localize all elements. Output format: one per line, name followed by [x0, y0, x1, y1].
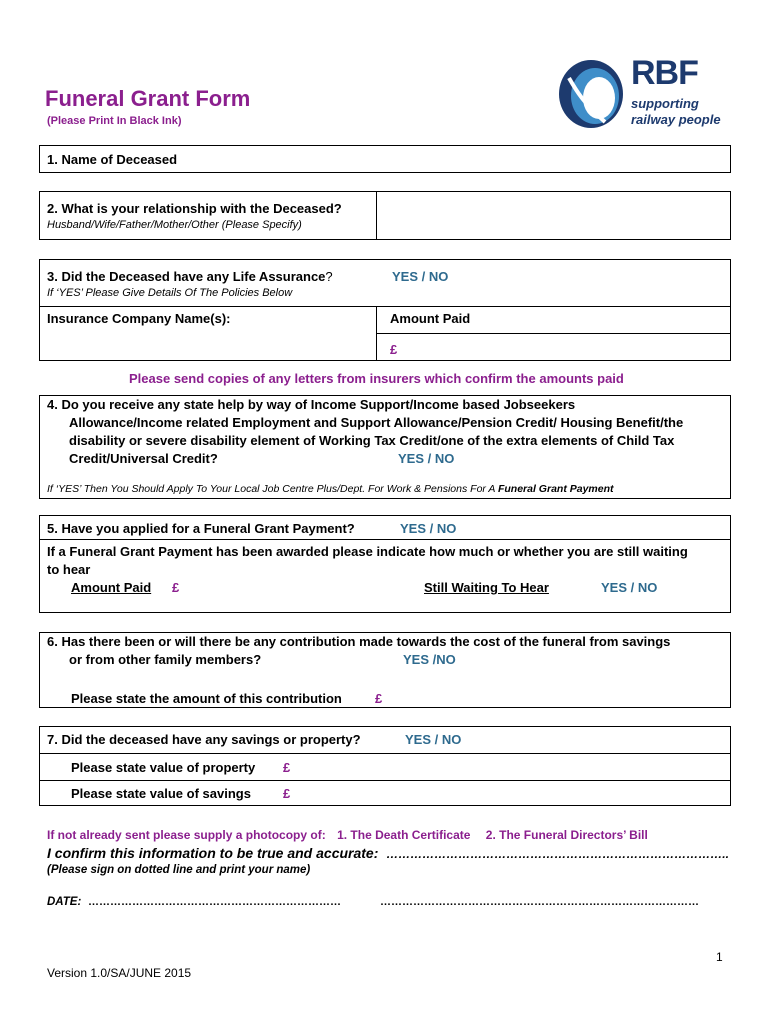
logo-tagline-2: railway people — [631, 112, 721, 127]
signature-line[interactable]: ………………………………………………………………………….. — [386, 847, 729, 861]
page-title: Funeral Grant Form — [45, 86, 251, 111]
q3-insurance-company-label: Insurance Company Name(s): — [47, 311, 231, 326]
q7-savings-label: Please state value of savings — [71, 786, 251, 801]
version-label: Version 1.0/SA/JUNE 2015 — [47, 966, 192, 980]
q2-hint: Husband/Wife/Father/Mother/Other (Please Specify) — [47, 219, 302, 231]
q6-amount-label: Please state the amount of this contribution — [71, 691, 342, 706]
q5-amount-pound[interactable]: £ — [172, 580, 180, 595]
supply-note: If not already sent please supply a photocopy of: 1. The Death Certificate 2. The Funeral Directors’ Bill — [47, 828, 648, 842]
q4-hint: If ‘YES’ Then You Should Apply To Your Local Job Centre Plus/Dept. For Work & Pensions For A Funeral Grant Payment — [47, 483, 614, 495]
q1-label: 1. Name of Deceased — [47, 152, 178, 167]
q3-amount-paid-label: Amount Paid — [390, 311, 471, 326]
q3-label: 3. Did the Deceased have any Life Assurance? — [47, 269, 333, 284]
rbf-logo-icon — [555, 56, 625, 132]
q7-property-pound[interactable]: £ — [283, 760, 291, 775]
insurers-note: Please send copies of any letters from insurers which confirm the amounts paid — [129, 371, 624, 386]
q7-property-label: Please state value of property — [71, 760, 256, 775]
q7-savings-pound[interactable]: £ — [283, 786, 291, 801]
q3-yes-no[interactable]: YES / NO — [392, 269, 449, 284]
q5-waiting-yes-no[interactable]: YES / NO — [601, 580, 658, 595]
date-line[interactable]: …………………………………………………………… — [88, 896, 341, 908]
q3-hint: If ‘YES’ Please Give Details Of The Policies Below — [47, 287, 293, 299]
q6-line-2: or from other family members? — [69, 652, 262, 667]
q5-line-2: If a Funeral Grant Payment has been awarded please indicate how much or whether you are still waiting — [47, 544, 688, 559]
q3-amount-pound[interactable]: £ — [390, 342, 398, 357]
q6-line-1: 6. Has there been or will there be any contribution made towards the cost of the funeral from savings — [47, 634, 671, 649]
q5-label: 5. Have you applied for a Funeral Grant Payment? — [47, 521, 355, 536]
logo-tagline-1: supporting — [631, 96, 699, 111]
q5-yes-no[interactable]: YES / NO — [400, 521, 457, 536]
q4-yes-no[interactable]: YES / NO — [398, 451, 455, 466]
print-name-line[interactable]: …………………………………………………………………………… — [380, 896, 699, 908]
logo-text: RBF — [631, 54, 698, 92]
q2-answer-field[interactable] — [377, 192, 730, 239]
q6-yes-no[interactable]: YES /NO — [403, 652, 456, 667]
sign-hint: (Please sign on dotted line and print your name) — [47, 864, 311, 876]
q4-line-3: disability or severe disability element of Working Tax Credit/one of the extra elements of Child Tax — [69, 433, 675, 448]
q7-yes-no[interactable]: YES / NO — [405, 732, 462, 747]
q5-still-waiting-label: Still Waiting To Hear — [424, 580, 549, 595]
q6-amount-pound[interactable]: £ — [375, 691, 383, 706]
q4-line-2: Allowance/Income related Employment and Support Allowance/Pension Credit/ Housing Benefit/the — [69, 415, 684, 430]
q5-line-3: to hear — [47, 562, 91, 577]
page-number: 1 — [716, 950, 723, 964]
q4-line-4: Credit/Universal Credit? — [69, 451, 218, 466]
q5-amount-paid-label: Amount Paid — [71, 580, 152, 595]
page-subtitle: (Please Print In Black Ink) — [47, 115, 182, 127]
confirm-statement: I confirm this information to be true and accurate: ………………………………………………………………………….. — [47, 845, 729, 861]
date-label: DATE: — [47, 896, 82, 908]
rbf-logo — [555, 56, 735, 132]
q4-line-1: 4. Do you receive any state help by way of Income Support/Income based Jobseekers — [47, 397, 576, 412]
q7-label: 7. Did the deceased have any savings or property? — [47, 732, 361, 747]
q2-label: 2. What is your relationship with the Deceased? — [47, 201, 342, 216]
